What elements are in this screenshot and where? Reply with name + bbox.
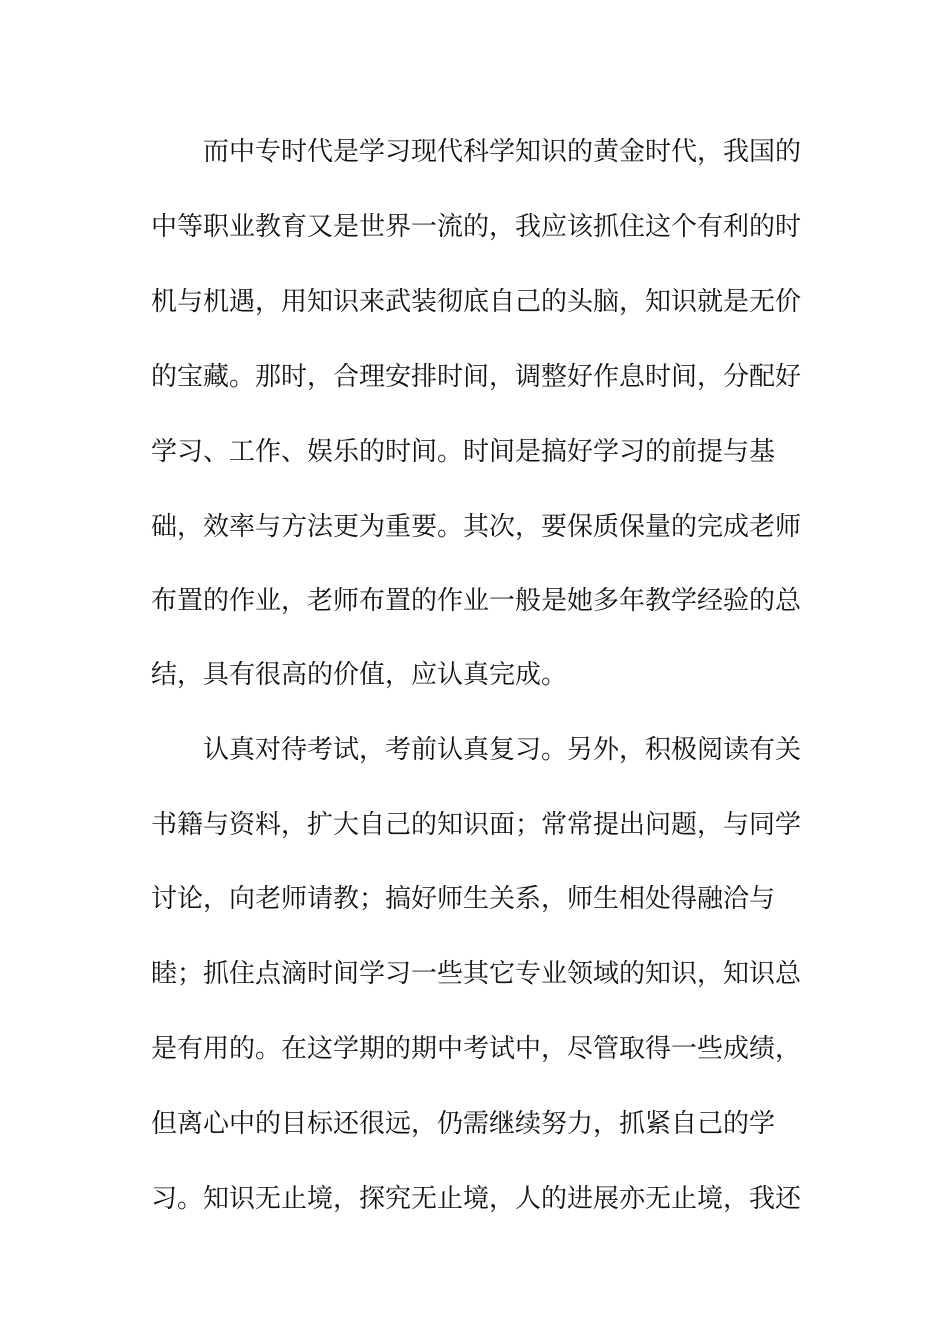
paragraph-1-line-1: 而中专时代是学习现代科学知识的黄金时代，我国的 — [203, 137, 802, 167]
paragraph-2-line-7: 习。知识无止境，探究无止境，人的进展亦无止境，我还 — [151, 1184, 802, 1214]
paragraph-1-line-6: 础，效率与方法更为重要。其次，要保质保量的完成老师 — [151, 512, 802, 542]
paragraph-2-line-6: 但离心中的目标还很远，仍需继续努力，抓紧自己的学 — [151, 1109, 776, 1139]
paragraph-1-line-2: 中等职业教育又是世界一流的，我应该抓住这个有利的时 — [151, 212, 802, 242]
paragraph-1-line-7: 布置的作业，老师布置的作业一般是她多年教学经验的总 — [151, 586, 802, 616]
paragraph-2-line-4: 睦；抓住点滴时间学习一些其它专业领域的知识，知识总 — [151, 959, 802, 989]
paragraph-2-line-2: 书籍与资料，扩大自己的知识面；常常提出问题，与同学 — [151, 810, 802, 840]
paragraph-1-line-5: 学习、工作、娱乐的时间。时间是搞好学习的前提与基 — [151, 437, 776, 467]
paragraph-2-line-5: 是有用的。在这学期的期中考试中，尽管取得一些成绩， — [151, 1034, 802, 1064]
paragraph-1-line-4: 的宝藏。那时，合理安排时间，调整好作息时间，分配好 — [151, 362, 802, 392]
paragraph-2-line-1: 认真对待考试，考前认真复习。另外，积极阅读有关 — [203, 735, 802, 765]
paragraph-2-line-3: 讨论，向老师请教；搞好师生关系，师生相处得融洽与 — [151, 884, 776, 914]
paragraph-1-line-8: 结，具有很高的价值，应认真完成。 — [151, 660, 568, 690]
paragraph-1-line-3: 机与机遇，用知识来武装彻底自己的头脑，知识就是无价 — [151, 287, 802, 317]
